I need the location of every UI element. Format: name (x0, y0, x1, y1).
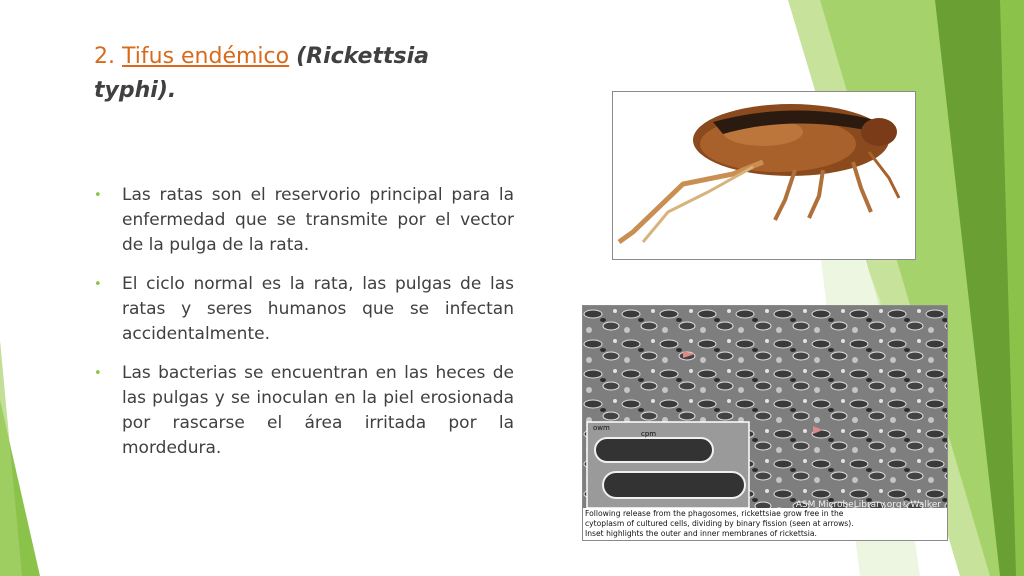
caption-line: Following release from the phagosomes, rickettsiae grow free in the (585, 509, 844, 518)
micrograph-image (583, 306, 947, 508)
title-number: 2. (94, 44, 115, 69)
micrograph-photo (582, 305, 948, 541)
bullet-icon: • (94, 188, 102, 203)
flea-illustration (613, 92, 915, 259)
bullet-item (92, 272, 514, 347)
bullet-text: El ciclo normal es la rata, las pulgas de las ratas y seres humanos que se infectan accidentalmente. (122, 274, 514, 344)
bullet-text: Las ratas son el reservorio principal para la enfermedad que se transmite por el vector de la pulga de la rata. (122, 185, 514, 255)
caption-line: Inset highlights the outer and inner membranes of rickettsia. (585, 528, 817, 538)
title-scientific-open: (Rickettsia (296, 44, 429, 69)
title-scientific-close: typhi (94, 78, 158, 103)
bullet-list (92, 183, 514, 475)
bullet-text: Las bacterias se encuentran en las heces de las pulgas y se inoculan en la piel erosionada por rascarse el área irritada por la mordedura. (122, 363, 514, 458)
inset-label-owm: owm (593, 424, 610, 432)
caption-line: cytoplasm of cultured cells, dividing by binary fission (seen at arrows). (585, 518, 854, 528)
inset-label-cpm: cpm (641, 430, 657, 438)
micrograph-watermark: ASM MicrobeLibrary.org©Walker (795, 500, 941, 510)
title-link[interactable]: Tifus endémico (122, 44, 290, 69)
slide-title (94, 40, 474, 108)
bullet-item (92, 183, 514, 258)
bullet-item (92, 361, 514, 461)
bullet-icon: • (94, 277, 102, 292)
micrograph-caption (585, 509, 945, 538)
bullet-icon: • (94, 366, 102, 381)
flea-photo (612, 91, 916, 260)
title-end: ). (157, 78, 177, 103)
